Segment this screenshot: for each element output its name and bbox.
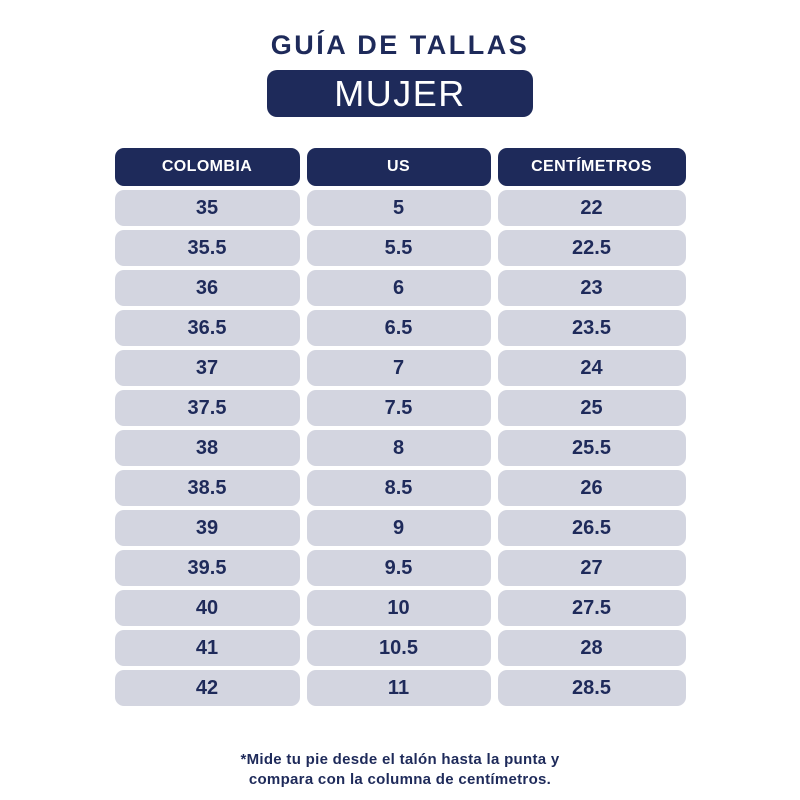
table-cell: 9 xyxy=(307,510,491,546)
table-cell: 24 xyxy=(498,350,686,386)
table-cell: 23.5 xyxy=(498,310,686,346)
table-cell: 25 xyxy=(498,390,686,426)
table-cell: 5 xyxy=(307,190,491,226)
table-row xyxy=(115,470,686,506)
table-cell: 10 xyxy=(307,590,491,626)
table-row xyxy=(115,270,686,306)
table-cell: 35 xyxy=(115,190,300,226)
table-cell: 38.5 xyxy=(115,470,300,506)
table-row xyxy=(115,510,686,546)
footnote-line-1: *Mide tu pie desde el talón hasta la punta y xyxy=(240,751,560,768)
table-header-row xyxy=(115,148,686,186)
table-row xyxy=(115,390,686,426)
table-cell: 35.5 xyxy=(115,230,300,266)
table-cell: 26 xyxy=(498,470,686,506)
column-header-colombia: COLOMBIA xyxy=(115,148,300,186)
page-title: GUÍA DE TALLAS xyxy=(270,30,530,60)
table-cell: 39.5 xyxy=(115,550,300,586)
table-cell: 37.5 xyxy=(115,390,300,426)
table-row xyxy=(115,310,686,346)
table-cell: 10.5 xyxy=(307,630,491,666)
footnote-line-2: compara con la columna de centímetros. xyxy=(248,770,552,788)
table-row xyxy=(115,550,686,586)
table-cell: 25.5 xyxy=(498,430,686,466)
table-cell: 8 xyxy=(307,430,491,466)
table-cell: 23 xyxy=(498,270,686,306)
gender-badge xyxy=(267,70,533,117)
table-cell: 41 xyxy=(115,630,300,666)
table-cell: 22.5 xyxy=(498,230,686,266)
table-row xyxy=(115,430,686,466)
table-cell: 7.5 xyxy=(307,390,491,426)
table-cell: 7 xyxy=(307,350,491,386)
table-row xyxy=(115,630,686,666)
table-cell: 5.5 xyxy=(307,230,491,266)
table-cell: 28 xyxy=(498,630,686,666)
table-row xyxy=(115,230,686,266)
table-cell: 27.5 xyxy=(498,590,686,626)
table-cell: 22 xyxy=(498,190,686,226)
table-cell: 36 xyxy=(115,270,300,306)
table-cell: 6.5 xyxy=(307,310,491,346)
table-cell: 36.5 xyxy=(115,310,300,346)
table-cell: 26.5 xyxy=(498,510,686,546)
table-cell: 11 xyxy=(307,670,491,706)
table-cell: 42 xyxy=(115,670,300,706)
table-cell: 9.5 xyxy=(307,550,491,586)
table-row xyxy=(115,350,686,386)
table-row xyxy=(115,190,686,226)
size-table xyxy=(115,148,686,706)
table-cell: 28.5 xyxy=(498,670,686,706)
table-cell: 38 xyxy=(115,430,300,466)
table-cell: 39 xyxy=(115,510,300,546)
column-header-centimetros: CENTÍMETROS xyxy=(498,148,686,186)
gender-badge-label: MUJER xyxy=(334,72,466,114)
footnote xyxy=(240,750,559,789)
column-header-us: US xyxy=(307,148,491,186)
table-cell: 27 xyxy=(498,550,686,586)
table-cell: 37 xyxy=(115,350,300,386)
table-cell: 6 xyxy=(307,270,491,306)
table-cell: 40 xyxy=(115,590,300,626)
table-row xyxy=(115,670,686,706)
table-cell: 8.5 xyxy=(307,470,491,506)
table-row xyxy=(115,590,686,626)
